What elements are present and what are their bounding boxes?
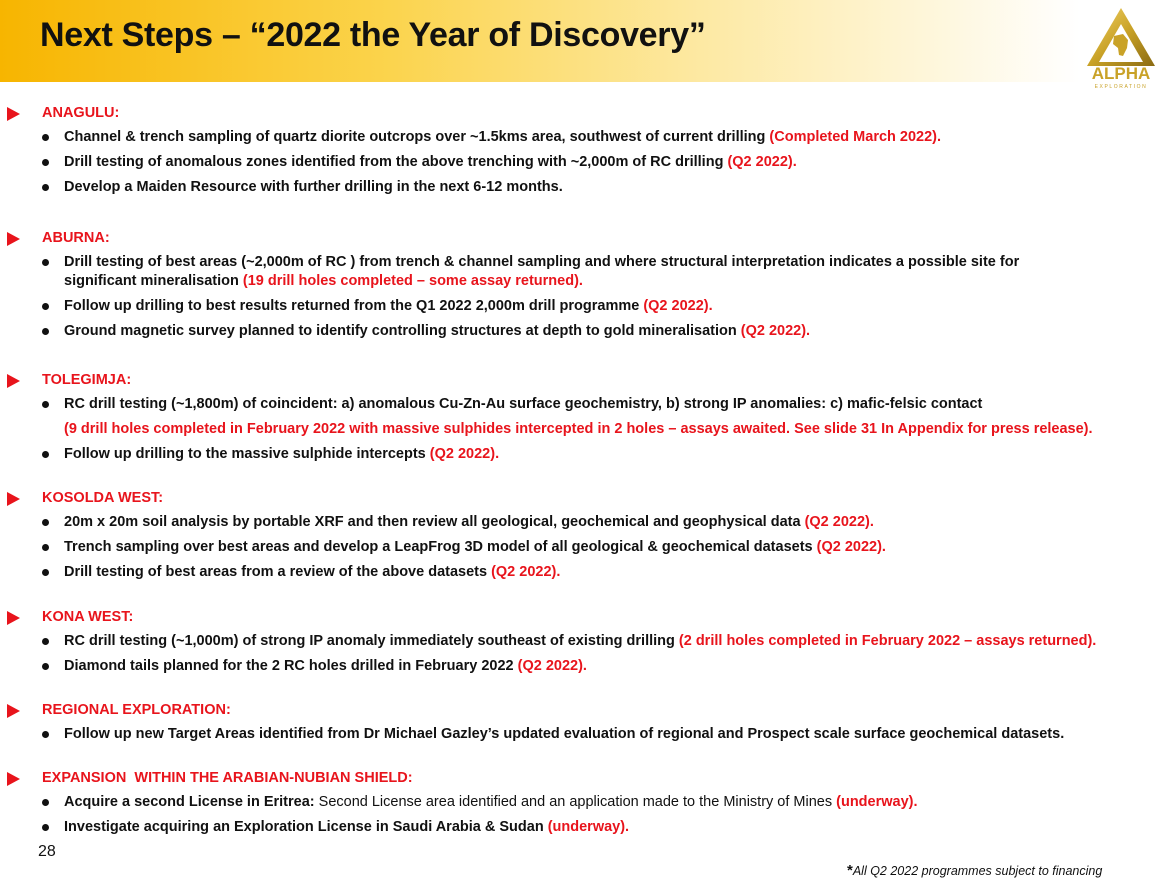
section-title: ANAGULU:: [42, 105, 120, 121]
list-item: Follow up drilling to the massive sulphide intercepts (Q2 2022).: [0, 445, 1161, 464]
list-item: RC drill testing (~1,000m) of strong IP anomaly immediately southeast of existing drilling (2 drill holes completed in February 2022 – assays returned).: [0, 632, 1161, 651]
bullet-icon: [42, 259, 49, 266]
bullet-icon: [42, 824, 49, 831]
arrow-icon: [7, 232, 20, 246]
section-tolegimja: [0, 370, 1161, 488]
page-title: Next Steps – “2022 the Year of Discovery”: [40, 16, 706, 54]
section-title: ABURNA:: [42, 230, 110, 246]
section-title: KOSOLDA WEST:: [42, 490, 164, 506]
arrow-icon: [7, 611, 20, 625]
bullet-icon: [42, 731, 49, 738]
list-item-continuation: (9 drill holes completed in February 2022 with massive sulphides intercepted in 2 holes – assays awaited. See slide 31 In Appendix for press release).: [64, 421, 1093, 437]
list-item: Drill testing of best areas (~2,000m of RC ) from trench & channel sampling and where structural interpretation indicates a possible site for significant mineralisation (19 drill holes completed – some assay returned).: [0, 253, 1161, 291]
section-anagulu: [0, 103, 1161, 228]
triangle-logo-icon: [1083, 6, 1159, 68]
list-item: Ground magnetic survey planned to identify controlling structures at depth to gold mineralisation (Q2 2022).: [0, 322, 1161, 341]
bullet-icon: [42, 544, 49, 551]
arrow-icon: [7, 772, 20, 786]
list-item: Channel & trench sampling of quartz diorite outcrops over ~1.5kms area, southwest of current drilling (Completed March 2022).: [0, 128, 1161, 147]
footnote-text: All Q2 2022 programmes subject to financing: [852, 864, 1103, 878]
bullet-icon: [42, 134, 49, 141]
bullet-icon: [42, 401, 49, 408]
list-item: Trench sampling over best areas and develop a LeapFrog 3D model of all geological & geochemical datasets (Q2 2022).: [0, 538, 1161, 557]
slide-content: [0, 103, 1161, 838]
list-item: RC drill testing (~1,800m) of coincident: a) anomalous Cu-Zn-Au surface geochemistry, b) strong IP anomalies: c) mafic-felsic contact: [0, 395, 1161, 414]
bullet-icon: [42, 328, 49, 335]
bullet-icon: [42, 519, 49, 526]
alpha-exploration-logo: [1083, 6, 1159, 92]
footnote: [847, 862, 1102, 879]
bullet-icon: [42, 569, 49, 576]
title-banner: [0, 0, 1080, 82]
list-item: 20m x 20m soil analysis by portable XRF and then review all geological, geochemical and geophysical data (Q2 2022).: [0, 513, 1161, 532]
logo-wordmark: ALPHA: [1091, 64, 1151, 83]
list-item: Develop a Maiden Resource with further drilling in the next 6-12 months.: [0, 178, 1161, 197]
bullet-icon: [42, 159, 49, 166]
section-title: REGIONAL EXPLORATION:: [42, 702, 231, 718]
logo-subtitle: EXPLORATION: [1094, 84, 1148, 90]
bullet-icon: [42, 799, 49, 806]
page-number: 28: [38, 843, 56, 860]
section-title: TOLEGIMJA:: [42, 372, 132, 388]
arrow-icon: [7, 374, 20, 388]
bullet-icon: [42, 184, 49, 191]
section-regional-exploration: [0, 700, 1161, 768]
list-item: Diamond tails planned for the 2 RC holes drilled in February 2022 (Q2 2022).: [0, 657, 1161, 676]
list-item: Drill testing of anomalous zones identified from the above trenching with ~2,000m of RC drilling (Q2 2022).: [0, 153, 1161, 172]
arrow-icon: [7, 704, 20, 718]
section-title: KONA WEST:: [42, 609, 134, 625]
list-item: Follow up new Target Areas identified from Dr Michael Gazley’s updated evaluation of regional and Prospect scale surface geochemical datasets.: [0, 725, 1161, 744]
bullet-icon: [42, 303, 49, 310]
arrow-icon: [7, 107, 20, 121]
list-item: Investigate acquiring an Exploration License in Saudi Arabia & Sudan (underway).: [0, 818, 1161, 837]
section-title: EXPANSION WITHIN THE ARABIAN-NUBIAN SHIELD:: [42, 770, 413, 786]
bullet-icon: [42, 451, 49, 458]
list-item: Follow up drilling to best results returned from the Q1 2022 2,000m drill programme (Q2 2022).: [0, 297, 1161, 316]
section-kosolda-west: [0, 488, 1161, 607]
list-item: Acquire a second License in Eritrea: Second License area identified and an application made to the Ministry of Mines (underway).: [0, 793, 1161, 812]
footnote-mark: *: [847, 862, 853, 879]
section-aburna: [0, 228, 1161, 370]
bullet-icon: [42, 663, 49, 670]
list-item: Drill testing of best areas from a review of the above datasets (Q2 2022).: [0, 563, 1161, 582]
arrow-icon: [7, 492, 20, 506]
section-expansion: [0, 768, 1161, 838]
bullet-icon: [42, 638, 49, 645]
section-kona-west: [0, 607, 1161, 700]
